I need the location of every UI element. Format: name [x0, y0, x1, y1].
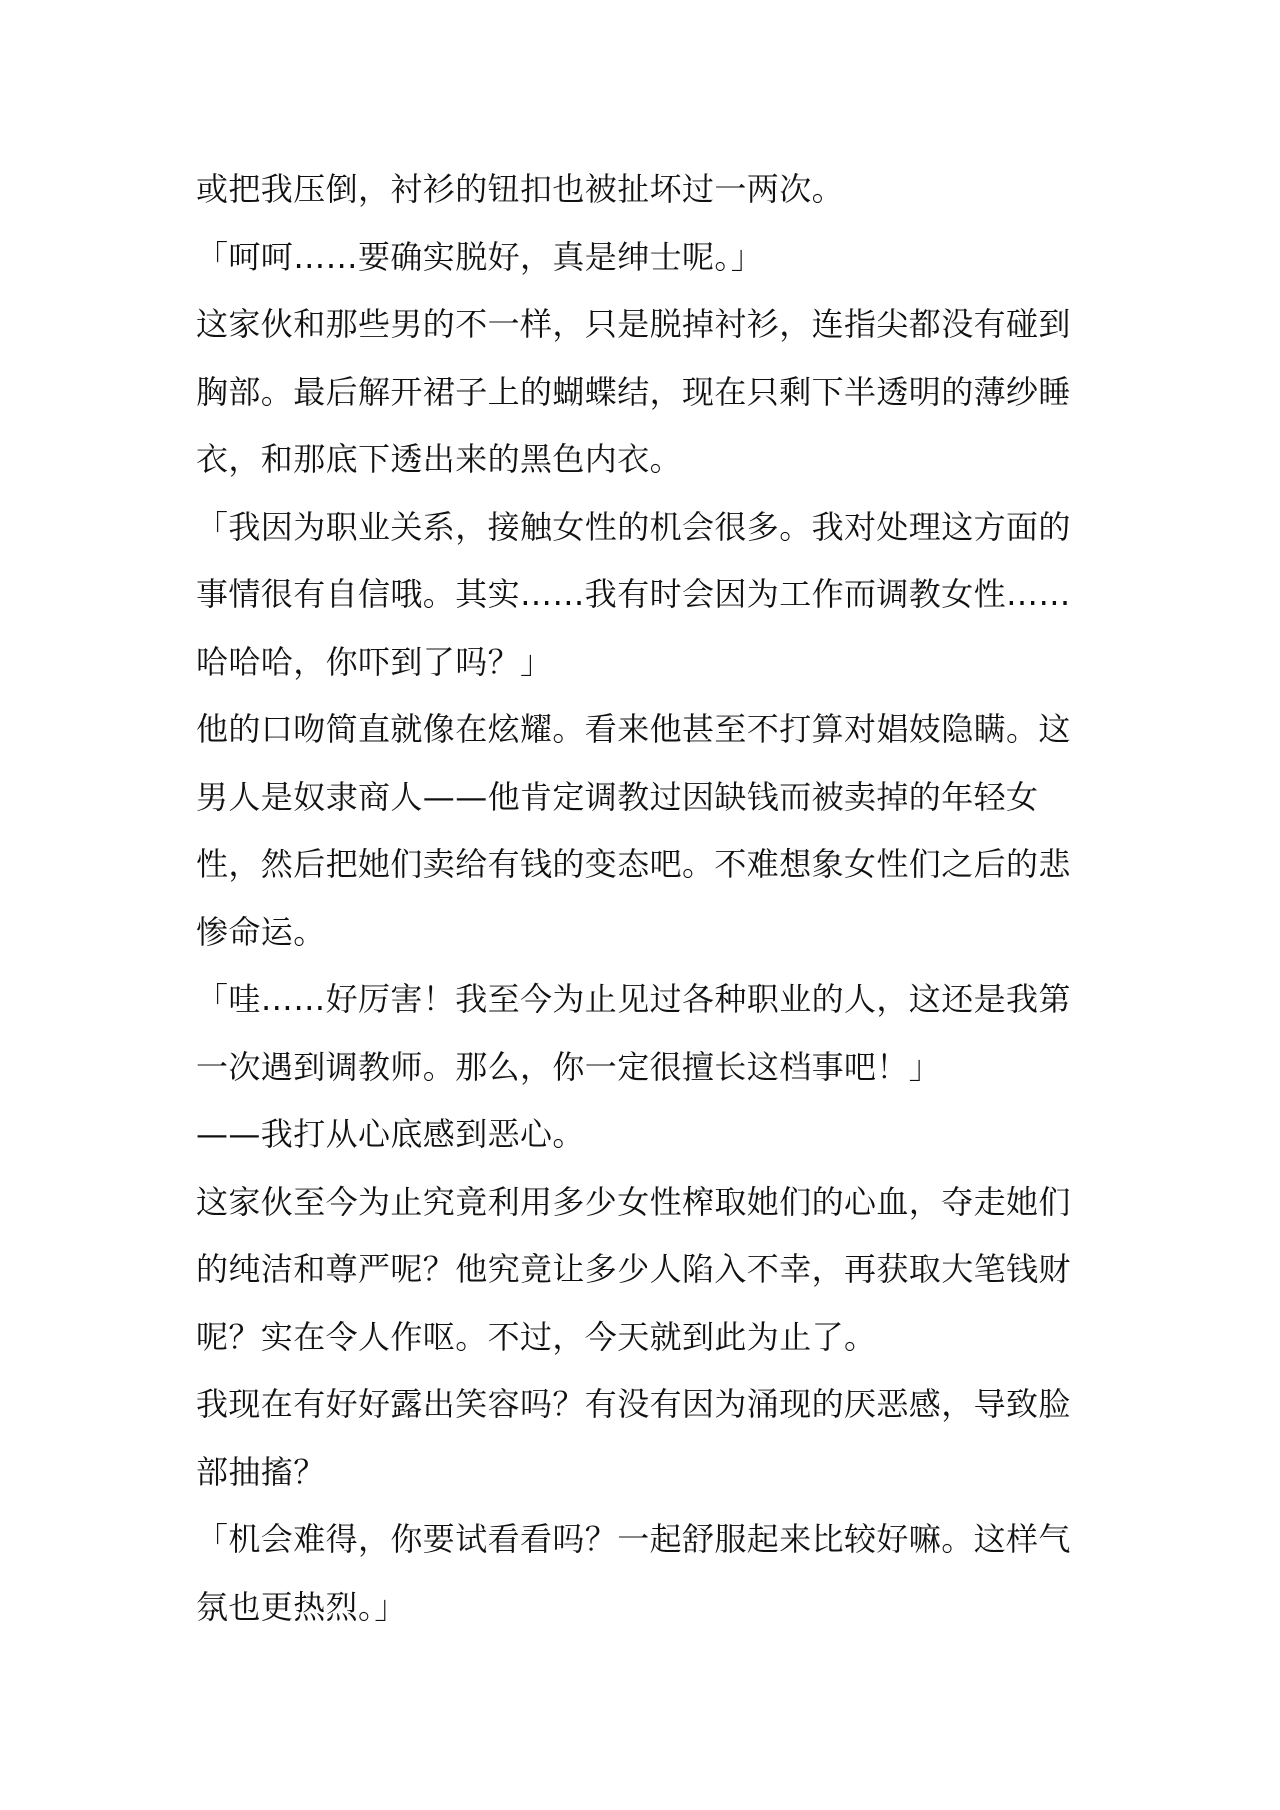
- paragraph: 他的口吻简直就像在炫耀。看来他甚至不打算对娼妓隐瞒。这男人是奴隶商人——他肯定调教过因缺钱而被卖掉的年轻女性，然后把她们卖给有钱的变态吧。不难想象女性们之后的悲惨命运。: [196, 710, 1071, 951]
- paragraph: 「哇……好厉害！我至今为止见过各种职业的人，这还是我第一次遇到调教师。那么，你一定很擅长这档事吧！」: [196, 980, 1071, 1086]
- paragraph: 这家伙至今为止究竟利用多少女性榨取她们的心血，夺走她们的纯洁和尊严呢？他究竟让多少人陷入不幸，再获取大笔钱财呢？实在令人作呕。不过，今天就到此为止了。: [196, 1182, 1071, 1356]
- paragraph: 我现在有好好露出笑容吗？有没有因为涌现的厌恶感，导致脸部抽搐？: [196, 1385, 1071, 1491]
- paragraph: 「呵呵……要确实脱好，真是绅士呢。」: [196, 237, 764, 276]
- paragraph: 「我因为职业关系，接触女性的机会很多。我对处理这方面的事情很有自信哦。其实……我有时会因为工作而调教女性……哈哈哈，你吓到了吗？」: [196, 507, 1071, 681]
- paragraph: ——我打从心底感到恶心。: [196, 1115, 585, 1153]
- body-text: [196, 156, 1096, 1641]
- paragraph: 「机会难得，你要试看看吗？一起舒服起来比较好嘛。这样气氛也更热烈。」: [196, 1520, 1071, 1626]
- paragraph: 或把我压倒，衬衫的钮扣也被扯坏过一两次。: [196, 170, 845, 208]
- paragraph: 这家伙和那些男的不一样，只是脱掉衬衫，连指尖都没有碰到胸部。最后解开裙子上的蝴蝶结，现在只剩下半透明的薄纱睡衣，和那底下透出来的黑色内衣。: [196, 305, 1071, 478]
